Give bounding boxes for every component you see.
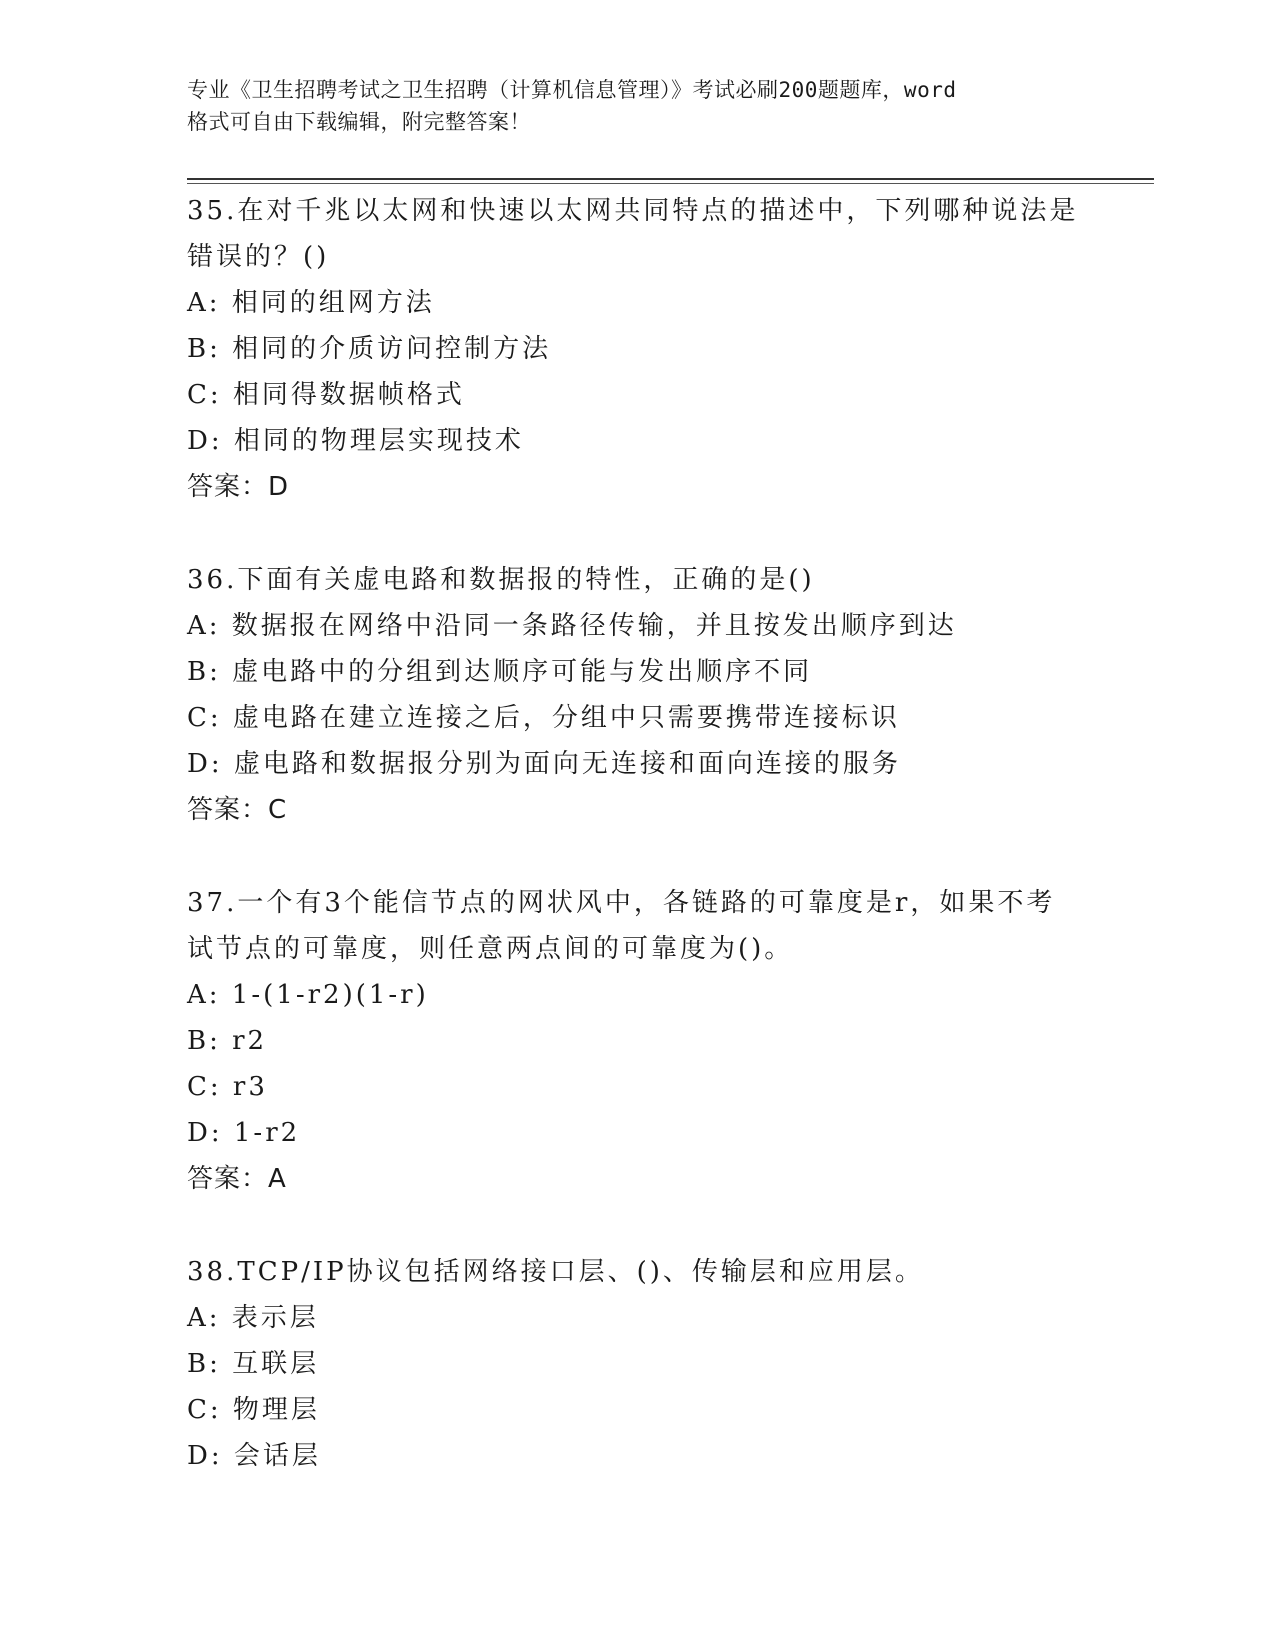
option-a: A: 1-(1-r2)(1-r) xyxy=(187,980,429,1010)
header-line-1: 专业《卫生招聘考试之卫生招聘（计算机信息管理）》考试必刷200题题库，word xyxy=(187,78,957,102)
question-stem: 36.下面有关虚电路和数据报的特性，正确的是() xyxy=(187,565,815,595)
answer-label: 答案：A xyxy=(187,1164,287,1194)
option-d: D: 相同的物理层实现技术 xyxy=(187,426,524,456)
header-line-2: 格式可自由下载编辑，附完整答案！ xyxy=(187,110,531,134)
option-b: B: r2 xyxy=(187,1026,268,1056)
option-a: A: 表示层 xyxy=(187,1303,319,1333)
option-b: B: 相同的介质访问控制方法 xyxy=(187,334,552,364)
option-b: B: 虚电路中的分组到达顺序可能与发出顺序不同 xyxy=(187,657,813,687)
question-38 xyxy=(187,1249,1087,1479)
option-d: D: 会话层 xyxy=(187,1441,321,1471)
question-stem: 35.在对千兆以太网和快速以太网共同特点的描述中，下列哪种说法是 xyxy=(187,196,1079,226)
question-37 xyxy=(187,880,1087,1202)
question-list xyxy=(187,188,1087,1526)
header-divider-thin xyxy=(187,183,1154,184)
question-35 xyxy=(187,188,1087,510)
question-stem: 试节点的可靠度，则任意两点间的可靠度为()。 xyxy=(187,934,794,964)
question-stem: 38.TCP/IP协议包括网络接口层、()、传输层和应用层。 xyxy=(187,1257,924,1287)
option-a: A: 数据报在网络中沿同一条路径传输，并且按发出顺序到达 xyxy=(187,611,957,641)
option-c: C: r3 xyxy=(187,1072,268,1102)
option-d: D: 虚电路和数据报分别为面向无连接和面向连接的服务 xyxy=(187,749,901,779)
document-header xyxy=(187,74,1107,138)
option-c: C: 物理层 xyxy=(187,1395,320,1425)
question-stem: 37.一个有3个能信节点的网状风中，各链路的可靠度是r，如果不考 xyxy=(187,888,1056,918)
option-b: B: 互联层 xyxy=(187,1349,320,1379)
answer-label: 答案：C xyxy=(187,795,288,825)
option-d: D: 1-r2 xyxy=(187,1118,301,1148)
question-36 xyxy=(187,557,1087,833)
header-divider-thick xyxy=(187,178,1154,180)
option-c: C: 相同得数据帧格式 xyxy=(187,380,465,410)
option-c: C: 虚电路在建立连接之后，分组中只需要携带连接标识 xyxy=(187,703,900,733)
question-stem: 错误的？() xyxy=(187,242,330,272)
answer-label: 答案：D xyxy=(187,472,290,502)
option-a: A: 相同的组网方法 xyxy=(187,288,435,318)
